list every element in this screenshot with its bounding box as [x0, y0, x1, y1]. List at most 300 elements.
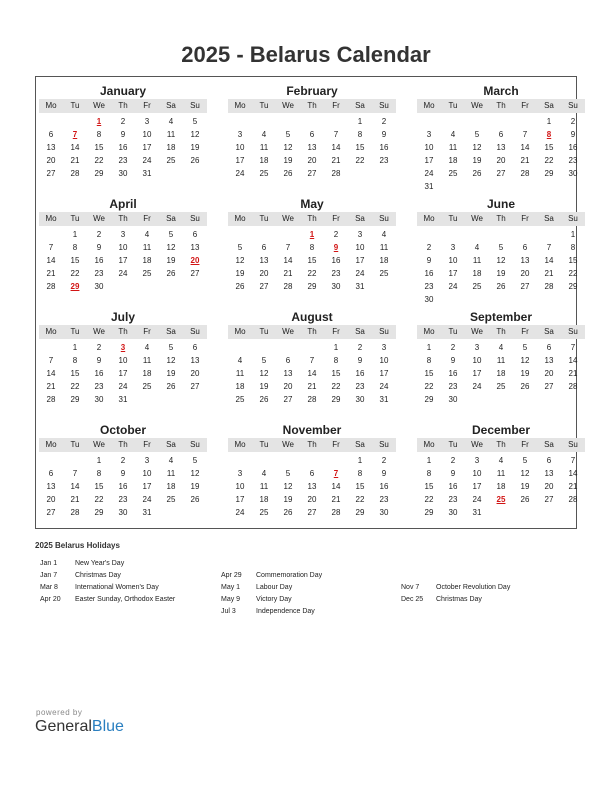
day-cell: 12 [166, 356, 176, 365]
day-cell: 9 [381, 130, 387, 139]
weekday-label: We [282, 214, 294, 223]
holidays-title: 2025 Belarus Holidays [35, 541, 120, 550]
day-cell: 4 [498, 456, 504, 465]
day-cell: 19 [259, 382, 269, 391]
day-cell: 5 [522, 456, 528, 465]
day-cell: 20 [283, 382, 293, 391]
day-cell: 28 [46, 282, 56, 291]
weekday-label: We [282, 327, 294, 336]
weekday-label: Sa [166, 214, 176, 223]
day-cell: 4 [168, 117, 174, 126]
day-cell: 15 [424, 369, 434, 378]
weekday-header [39, 212, 207, 226]
day-cell: 6 [285, 356, 291, 365]
day-cell: 27 [520, 282, 530, 291]
day-cell: 2 [381, 456, 387, 465]
day-cell: 24 [142, 495, 152, 504]
day-cell: 20 [544, 369, 554, 378]
day-cell: 11 [496, 356, 506, 365]
month-name: January [99, 84, 147, 98]
day-cell: 14 [307, 369, 317, 378]
weekday-label: Th [496, 214, 506, 223]
day-cell: 1 [546, 117, 552, 126]
day-cell: 24 [118, 269, 128, 278]
day-cell: 2 [120, 456, 126, 465]
day-cell: 15 [94, 143, 104, 152]
day-cell: 19 [283, 495, 293, 504]
day-cell: 26 [166, 382, 176, 391]
day-cell: 4 [261, 469, 267, 478]
day-cell: 31 [355, 282, 365, 291]
weekday-label: Fr [143, 101, 151, 110]
weekday-label: Mo [423, 214, 435, 223]
weekday-header [228, 438, 396, 452]
day-cell: 4 [144, 343, 150, 352]
day-cell: 19 [520, 369, 530, 378]
weekday-label: Su [568, 214, 578, 223]
day-cell: 22 [94, 495, 104, 504]
holiday-name: Labour Day [256, 584, 293, 591]
day-cell: 11 [472, 256, 482, 265]
weekday-label: Th [118, 101, 128, 110]
day-cell: 18 [259, 156, 269, 165]
day-cell: 20 [544, 482, 554, 491]
day-cell: 25 [142, 382, 152, 391]
day-cell: 7 [48, 356, 54, 365]
day-cell: 16 [448, 482, 458, 491]
day-cell: 26 [520, 495, 530, 504]
day-cell: 19 [166, 256, 176, 265]
day-cell: 12 [520, 356, 530, 365]
weekday-label: We [282, 440, 294, 449]
holiday-date: Jul 3 [221, 608, 236, 615]
day-cell: 25 [166, 495, 176, 504]
weekday-label: Th [496, 101, 506, 110]
day-cell: 4 [474, 243, 480, 252]
day-cell: 3 [120, 230, 126, 239]
day-cell: 14 [568, 469, 578, 478]
day-cell: 31 [118, 395, 128, 404]
weekday-label: Fr [332, 214, 340, 223]
day-cell: 13 [544, 469, 554, 478]
day-cell: 28 [520, 169, 530, 178]
weekday-label: Tu [259, 327, 269, 336]
day-cell: 1 [357, 456, 363, 465]
day-cell: 16 [331, 256, 341, 265]
day-cell: 25 [448, 169, 458, 178]
day-cell: 8 [426, 469, 432, 478]
day-cell: 8 [72, 356, 78, 365]
day-cell: 6 [192, 343, 198, 352]
day-cell: 30 [448, 508, 458, 517]
generalblue-logo[interactable] [35, 718, 124, 736]
day-cell: 30 [448, 395, 458, 404]
day-cell: 23 [118, 495, 128, 504]
day-cell: 2 [357, 343, 363, 352]
weekday-label: Su [379, 440, 389, 449]
day-cell: 19 [235, 269, 245, 278]
holiday-name: Independence Day [256, 608, 315, 615]
day-cell: 16 [94, 256, 104, 265]
month-name: March [483, 84, 519, 98]
day-cell: 2 [120, 117, 126, 126]
month-name: December [471, 423, 531, 437]
holiday-day: 1 [96, 117, 102, 126]
day-cell: 15 [568, 256, 578, 265]
day-cell: 23 [355, 382, 365, 391]
holiday-day: 25 [496, 495, 506, 504]
day-cell: 22 [355, 156, 365, 165]
day-cell: 8 [96, 469, 102, 478]
day-cell: 21 [46, 269, 56, 278]
day-cell: 14 [331, 143, 341, 152]
day-cell: 15 [94, 482, 104, 491]
weekday-label: Mo [423, 440, 435, 449]
day-cell: 15 [355, 482, 365, 491]
holiday-date: Nov 7 [401, 584, 420, 591]
day-cell: 3 [237, 130, 243, 139]
day-cell: 27 [46, 508, 56, 517]
day-cell: 22 [568, 269, 578, 278]
weekday-label: We [471, 101, 483, 110]
day-cell: 20 [520, 269, 530, 278]
day-cell: 21 [46, 382, 56, 391]
day-cell: 11 [259, 482, 269, 491]
day-cell: 20 [496, 156, 506, 165]
day-cell: 13 [46, 482, 56, 491]
day-cell: 18 [166, 482, 176, 491]
day-cell: 23 [379, 495, 389, 504]
day-cell: 6 [192, 230, 198, 239]
weekday-header [228, 212, 396, 226]
day-cell: 11 [496, 469, 506, 478]
weekday-header [417, 99, 585, 113]
day-cell: 26 [259, 395, 269, 404]
day-cell: 6 [546, 456, 552, 465]
day-cell: 11 [235, 369, 245, 378]
day-cell: 30 [379, 508, 389, 517]
day-cell: 24 [118, 382, 128, 391]
day-cell: 29 [307, 282, 317, 291]
day-cell: 29 [544, 169, 554, 178]
day-cell: 9 [96, 243, 102, 252]
day-cell: 7 [309, 356, 315, 365]
day-cell: 17 [235, 156, 245, 165]
day-cell: 20 [259, 269, 269, 278]
day-cell: 20 [190, 369, 200, 378]
day-cell: 10 [472, 469, 482, 478]
day-cell: 21 [520, 156, 530, 165]
weekday-label: Th [496, 327, 506, 336]
day-cell: 16 [379, 482, 389, 491]
day-cell: 13 [544, 356, 554, 365]
weekday-header [417, 438, 585, 452]
day-cell: 14 [46, 256, 56, 265]
day-cell: 17 [118, 256, 128, 265]
weekday-label: Tu [70, 101, 80, 110]
day-cell: 12 [190, 130, 200, 139]
day-cell: 23 [568, 156, 578, 165]
day-cell: 16 [118, 143, 128, 152]
day-cell: 22 [331, 382, 341, 391]
weekday-label: Mo [45, 101, 57, 110]
day-cell: 8 [426, 356, 432, 365]
day-cell: 21 [568, 369, 578, 378]
month-name: October [99, 423, 146, 437]
day-cell: 13 [259, 256, 269, 265]
day-cell: 30 [118, 508, 128, 517]
holiday-day: 7 [72, 130, 78, 139]
day-cell: 23 [94, 382, 104, 391]
day-cell: 13 [520, 256, 530, 265]
day-cell: 11 [259, 143, 269, 152]
weekday-label: Th [307, 214, 317, 223]
day-cell: 21 [568, 482, 578, 491]
day-cell: 3 [381, 343, 387, 352]
day-cell: 21 [70, 495, 80, 504]
weekday-label: Tu [259, 101, 269, 110]
weekday-label: Th [118, 327, 128, 336]
day-cell: 5 [285, 130, 291, 139]
day-cell: 15 [70, 256, 80, 265]
holiday-date: May 1 [221, 584, 241, 591]
day-cell: 31 [142, 508, 152, 517]
day-cell: 1 [426, 343, 432, 352]
weekday-label: Sa [166, 327, 176, 336]
day-cell: 31 [142, 169, 152, 178]
day-cell: 15 [331, 369, 341, 378]
day-cell: 2 [426, 243, 432, 252]
day-cell: 18 [142, 369, 152, 378]
holiday-name: Christmas Day [436, 596, 482, 603]
day-cell: 29 [568, 282, 578, 291]
weekday-label: We [93, 214, 105, 223]
day-cell: 23 [94, 269, 104, 278]
weekday-label: We [471, 214, 483, 223]
day-cell: 9 [120, 130, 126, 139]
day-cell: 30 [118, 169, 128, 178]
day-cell: 10 [235, 482, 245, 491]
day-cell: 13 [190, 356, 200, 365]
weekday-label: We [471, 440, 483, 449]
day-cell: 25 [142, 269, 152, 278]
day-cell: 19 [190, 143, 200, 152]
day-cell: 26 [496, 282, 506, 291]
weekday-label: Th [118, 440, 128, 449]
day-cell: 12 [166, 243, 176, 252]
day-cell: 11 [448, 143, 458, 152]
day-cell: 18 [259, 495, 269, 504]
weekday-label: Fr [143, 440, 151, 449]
holiday-name: October Revolution Day [436, 584, 511, 591]
weekday-label: Th [307, 101, 317, 110]
weekday-header [39, 325, 207, 339]
day-cell: 17 [118, 369, 128, 378]
day-cell: 22 [424, 495, 434, 504]
day-cell: 23 [331, 269, 341, 278]
day-cell: 13 [496, 143, 506, 152]
day-cell: 27 [544, 495, 554, 504]
weekday-label: Tu [448, 101, 458, 110]
day-cell: 11 [166, 469, 176, 478]
day-cell: 28 [331, 169, 341, 178]
holiday-date: Jan 7 [40, 572, 58, 579]
weekday-label: Th [496, 440, 506, 449]
month-name: November [282, 423, 342, 437]
day-cell: 30 [94, 282, 104, 291]
day-cell: 3 [144, 117, 150, 126]
weekday-label: Tu [70, 214, 80, 223]
weekday-header [228, 99, 396, 113]
page-title: 2025 - Belarus Calendar [181, 42, 431, 67]
day-cell: 8 [357, 469, 363, 478]
holiday-name: Easter Sunday, Orthodox Easter [75, 596, 176, 603]
day-cell: 6 [48, 469, 54, 478]
day-cell: 24 [355, 269, 365, 278]
day-cell: 27 [496, 169, 506, 178]
day-cell: 29 [94, 508, 104, 517]
day-cell: 5 [192, 117, 198, 126]
day-cell: 25 [166, 156, 176, 165]
day-cell: 29 [331, 395, 341, 404]
weekday-label: Fr [332, 327, 340, 336]
day-cell: 3 [237, 469, 243, 478]
day-cell: 6 [48, 130, 54, 139]
day-cell: 26 [283, 508, 293, 517]
day-cell: 24 [142, 156, 152, 165]
day-cell: 22 [355, 495, 365, 504]
day-cell: 26 [472, 169, 482, 178]
day-cell: 17 [448, 269, 458, 278]
day-cell: 29 [424, 508, 434, 517]
weekday-label: Su [190, 440, 200, 449]
day-cell: 22 [70, 382, 80, 391]
day-cell: 10 [355, 243, 365, 252]
day-cell: 25 [235, 395, 245, 404]
day-cell: 31 [379, 395, 389, 404]
day-cell: 7 [72, 469, 78, 478]
day-cell: 29 [70, 395, 80, 404]
holiday-day: 7 [333, 469, 339, 478]
day-cell: 28 [568, 382, 578, 391]
weekday-header [39, 438, 207, 452]
weekday-label: Mo [423, 101, 435, 110]
day-cell: 10 [448, 256, 458, 265]
day-cell: 8 [570, 243, 576, 252]
weekday-label: Su [379, 101, 389, 110]
day-cell: 2 [381, 117, 387, 126]
day-cell: 26 [235, 282, 245, 291]
day-cell: 5 [168, 230, 174, 239]
day-cell: 27 [190, 382, 200, 391]
day-cell: 4 [498, 343, 504, 352]
holiday-name: Victory Day [256, 596, 292, 603]
day-cell: 5 [498, 243, 504, 252]
day-cell: 11 [166, 130, 176, 139]
day-cell: 31 [424, 182, 434, 191]
day-cell: 9 [357, 356, 363, 365]
day-cell: 12 [472, 143, 482, 152]
day-cell: 17 [379, 369, 389, 378]
day-cell: 29 [424, 395, 434, 404]
day-cell: 17 [142, 143, 152, 152]
day-cell: 3 [474, 343, 480, 352]
weekday-label: We [282, 101, 294, 110]
holiday-date: Apr 20 [40, 596, 61, 603]
day-cell: 7 [570, 343, 576, 352]
day-cell: 13 [46, 143, 56, 152]
weekday-label: Tu [259, 440, 269, 449]
day-cell: 28 [46, 395, 56, 404]
holiday-day: 29 [70, 282, 80, 291]
day-cell: 7 [522, 130, 528, 139]
weekday-label: Tu [70, 440, 80, 449]
day-cell: 17 [472, 369, 482, 378]
month-name: July [110, 310, 135, 324]
day-cell: 9 [450, 469, 456, 478]
weekday-label: Fr [521, 214, 529, 223]
weekday-label: Sa [166, 101, 176, 110]
day-cell: 21 [70, 156, 80, 165]
day-cell: 27 [307, 169, 317, 178]
day-cell: 13 [307, 482, 317, 491]
day-cell: 28 [70, 508, 80, 517]
day-cell: 2 [333, 230, 339, 239]
day-cell: 9 [450, 356, 456, 365]
day-cell: 31 [472, 508, 482, 517]
day-cell: 8 [309, 243, 315, 252]
day-cell: 3 [426, 130, 432, 139]
weekday-label: Sa [355, 214, 365, 223]
day-cell: 10 [142, 130, 152, 139]
day-cell: 7 [285, 243, 291, 252]
day-cell: 14 [46, 369, 56, 378]
holiday-day: 8 [546, 130, 552, 139]
day-cell: 16 [94, 369, 104, 378]
day-cell: 18 [472, 269, 482, 278]
day-cell: 20 [46, 495, 56, 504]
weekday-label: We [93, 101, 105, 110]
weekday-label: Sa [355, 101, 365, 110]
weekday-label: Sa [544, 214, 554, 223]
holiday-date: Mar 8 [40, 584, 58, 591]
day-cell: 8 [333, 356, 339, 365]
day-cell: 3 [474, 456, 480, 465]
day-cell: 2 [450, 343, 456, 352]
day-cell: 18 [448, 156, 458, 165]
day-cell: 18 [379, 256, 389, 265]
day-cell: 5 [522, 343, 528, 352]
day-cell: 10 [118, 243, 128, 252]
day-cell: 19 [520, 482, 530, 491]
day-cell: 9 [96, 356, 102, 365]
day-cell: 16 [379, 143, 389, 152]
weekday-label: Fr [521, 327, 529, 336]
day-cell: 6 [546, 343, 552, 352]
day-cell: 23 [379, 156, 389, 165]
day-cell: 26 [520, 382, 530, 391]
day-cell: 25 [472, 282, 482, 291]
day-cell: 28 [568, 495, 578, 504]
day-cell: 18 [496, 369, 506, 378]
day-cell: 26 [190, 495, 200, 504]
weekday-label: Su [379, 214, 389, 223]
brand-part-general: General [35, 718, 92, 735]
day-cell: 23 [448, 495, 458, 504]
weekday-label: We [93, 440, 105, 449]
weekday-label: Mo [423, 327, 435, 336]
day-cell: 20 [307, 495, 317, 504]
